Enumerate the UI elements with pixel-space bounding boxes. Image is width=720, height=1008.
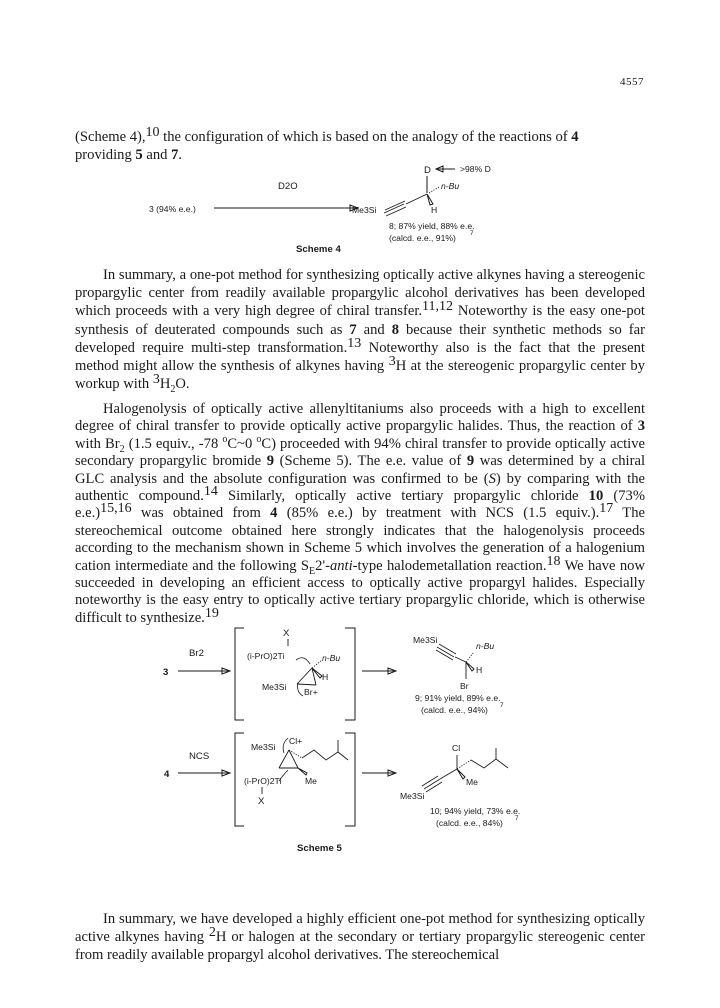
scheme5-p1-line1: 9; 91% yield, 89% e.e. [415, 693, 501, 703]
scheme5-title: Scheme 5 [297, 843, 342, 854]
scheme5-r2-me3si: Me3Si [251, 742, 276, 752]
scheme4-product-line2: (calcd. e.e., 91%) [389, 233, 456, 243]
scheme4-product-ref: 7 [470, 230, 474, 237]
scheme5-p1-ref: 7 [500, 702, 504, 709]
scheme4-arrowhead [350, 205, 358, 211]
scheme5-r2-x: X [258, 796, 265, 807]
scheme5-p2-line1: 10; 94% yield, 73% e.e. [430, 806, 521, 816]
scheme4-reagent: D2O [278, 181, 298, 192]
scheme5-r1-ti: (i-PrO)2Ti [247, 651, 285, 661]
scheme5-p2-cl: Cl [452, 743, 461, 753]
intro-paragraph: (Scheme 4),10 the configuration of which is based on the analogy of the reactions of 4 providing 5 and 7. [75, 125, 579, 164]
scheme4-product-line1: 8; 87% yield, 88% e.e. [389, 221, 475, 231]
scheme5-p1-nbu: n-Bu [476, 641, 495, 651]
scheme5-p2-ref: 7 [515, 815, 519, 822]
scheme5-r1-nbu: n-Bu [322, 653, 341, 663]
scheme5-r1-reagent: Br2 [189, 648, 204, 659]
scheme5-r1-x: X [283, 628, 290, 639]
scheme5-p1-br: Br [460, 681, 469, 691]
scheme5-r2-reagent: NCS [189, 751, 210, 762]
scheme4-d-percent: >98% D [460, 164, 491, 174]
scheme5-r1-me3si: Me3Si [262, 682, 287, 692]
scheme4-d-top: D [424, 165, 431, 176]
summary-paragraph-1: In summary, a one-pot method for synthesizing optically active alkynes having a stereogenic propargylic center from readily available propargylic alcohol derivatives has been developed which proceeds with a very high degree of chiral transfer.11,12 Noteworthy is the easy one-pot synthesis of deuterated compounds such as 7 and 8 because their synthetic methods so far developed require multi-step transformation.13 Noteworthy also is the fact that the present method might allow the synthesis of alkynes having 3H at the stereogenic propargylic center by workup with $3H_2O$. [75, 267, 646, 396]
scheme4-title: Scheme 4 [296, 244, 341, 255]
scheme5-p2-me3si: Me3Si [400, 791, 425, 801]
scheme5-r1-reactant: 3 [163, 667, 169, 678]
scheme5-r1-br-plus: Br+ [304, 687, 318, 697]
scheme4-me3si: Me3Si [352, 205, 377, 215]
scheme5-p1-h: H [476, 665, 483, 675]
scheme5-p1-line2: (calcd. e.e., 94%) [421, 705, 488, 715]
scheme5-r2-ti: (i-PrO)2Ti [244, 776, 282, 786]
scheme5-r2-cl-plus: Cl+ [289, 736, 303, 746]
summary-paragraph-2: In summary, we have developed a highly efficient one-pot method for synthesizing optically active alkynes having 2H or halogen at the secondary or tertiary propargylic stereogenic center from readily available propargyl alcohol derivatives. The stereochemical [75, 911, 645, 964]
scheme4-nbu: n-Bu [441, 181, 460, 191]
scheme5-p1-me3si: Me3Si [413, 635, 438, 645]
scheme4-h: H [431, 205, 438, 215]
scheme-5-row-1 [163, 628, 504, 720]
scheme5-r1-h: H [322, 672, 329, 682]
halogenolysis-paragraph: Halogenolysis of optically active allenyltitaniums also proceeds with a high to excellent degree of chiral transfer to provide optically active propargylic halides. Thus, the reaction of 3 with $Br_2$ (1.5 equiv., -78 $^o$C~0 $^o$C) proceeded with 94% chiral transfer to provide optically active secondary propargylic bromide 9 (Scheme 5). The e.e. value of 9 was determined by a chiral GLC analysis and the absolute configuration was confirmed to be (S) by comparing with the authentic compound.14 Similarly, optically active tertiary propargylic chloride 10 (73% e.e.)15,16 was obtained from 4 (85% e.e.) by treatment with NCS (1.5 equiv.).17 The stereochemical outcome obtained here strongly indicates that the halogenolysis proceeds according to the mechanism shown in Scheme 5 which involves the generation of a halogenium cation intermediate and the following $S_E2'-anti$-type halodemetallation reaction.18 We have now succeeded in developing an efficient access to optically active propargyl halides. Especially noteworthy is the easy entry to optically active tertiary propargylic chloride, which is otherwise difficult to synthesize.19 [75, 401, 646, 626]
page-number: 4557 [620, 76, 644, 88]
scheme5-p2-me: Me [466, 777, 478, 787]
scheme5-r2-reactant: 4 [164, 769, 170, 780]
scheme5-r2-me: Me [305, 776, 317, 786]
scheme-4 [149, 164, 491, 255]
scheme5-p2-line2: (calcd. e.e., 84%) [436, 818, 503, 828]
scheme4-reactant: 3 (94% e.e.) [149, 204, 196, 214]
scheme-5-row-2 [164, 733, 520, 828]
